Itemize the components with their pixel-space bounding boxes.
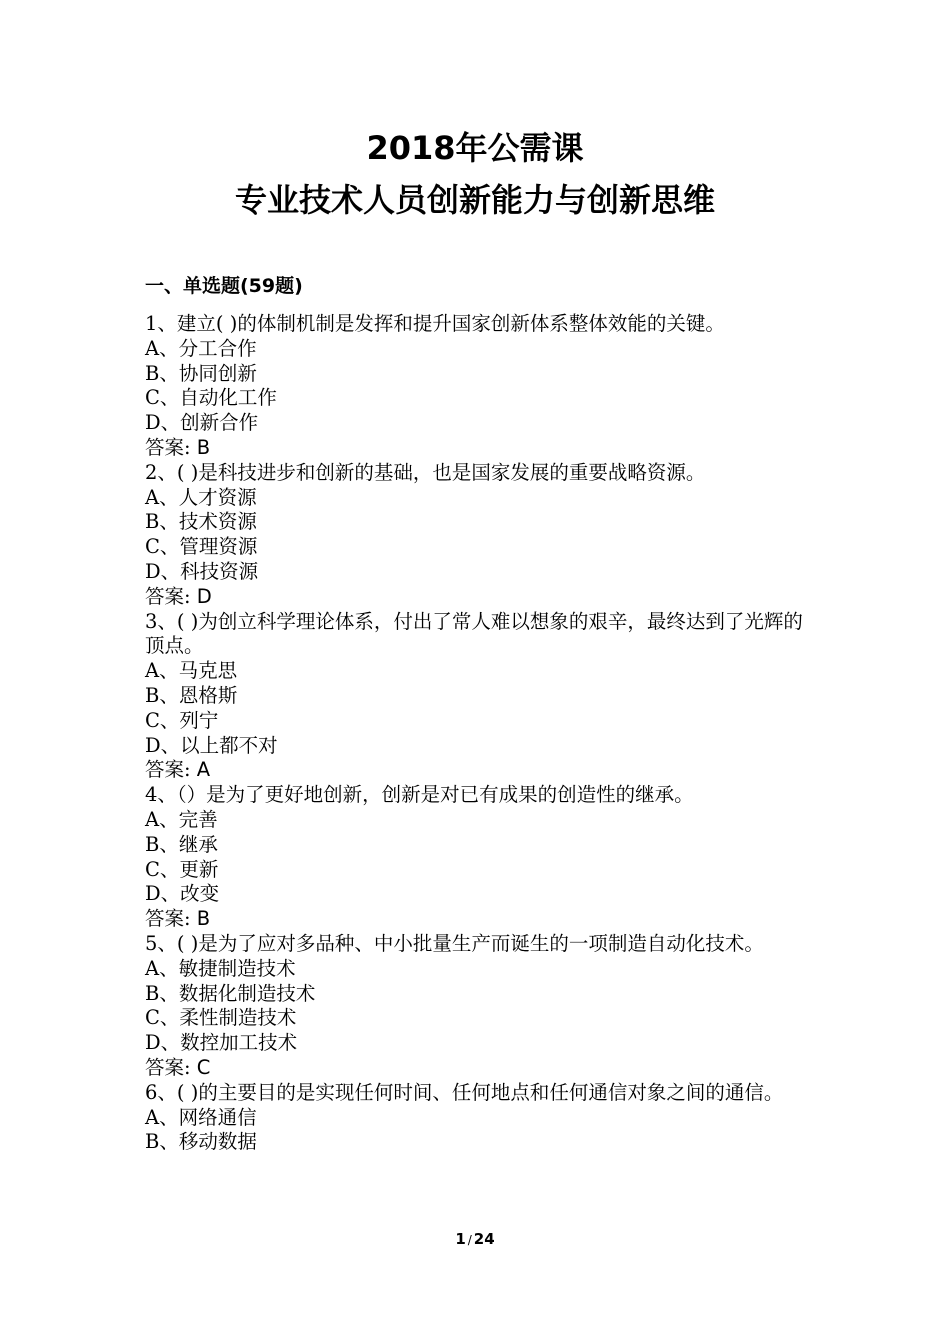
question-option: B、恩格斯 [145,683,238,707]
question-stem: 6、( )的主要目的是实现任何时间、任何地点和任何通信对象之间的通信。 [145,1080,784,1104]
question-option: D、数控加工技术 [145,1031,298,1055]
question-option: A、敏捷制造技术 [145,956,296,980]
question-answer [145,758,810,783]
answer-value: A [196,758,211,782]
question-answer [145,436,810,461]
question-option: D、以上都不对 [145,733,278,757]
question-option: B、移动数据 [145,1130,257,1154]
question-option: B、数据化制造技术 [145,981,316,1005]
answer-value: B [196,435,211,459]
question-answer [145,585,810,610]
answer-value: C [196,1055,211,1079]
question-option: B、继承 [145,832,218,856]
question-option: D、改变 [145,882,220,906]
question-option: A、分工合作 [145,336,257,360]
question-option: C、自动化工作 [145,386,277,410]
question-option: C、管理资源 [145,535,258,559]
page-total: 24 [473,1230,495,1248]
question-option: A、网络通信 [145,1105,257,1129]
question-option: C、更新 [145,857,219,881]
answer-value: D [196,584,212,608]
question-option: B、技术资源 [145,510,257,534]
question-option: D、创新合作 [145,411,259,435]
answer-label: 答案: [145,435,197,459]
answer-label: 答案: [145,584,197,608]
question-option: A、完善 [145,807,218,831]
question-answer [145,907,810,932]
question-option: A、人才资源 [145,485,257,509]
page-number [0,1229,950,1250]
page-current: 1 [455,1230,466,1248]
document-title-course: 专业技术人员创新能力与创新思维 [234,181,715,219]
section-heading-single-choice: 一、单选题(59题) [145,275,303,297]
question-option: A、马克思 [145,659,238,683]
question-option: B、协同创新 [145,361,257,385]
answer-value: B [196,907,211,931]
page-separator: / [467,1233,472,1247]
question-stem: 3、( )为创立科学理论体系，付出了常人难以想象的艰辛，最终达到了光辉的顶点。 [145,609,803,658]
question-stem: 5、( )是为了应对多品种、中小批量生产而诞生的一项制造自动化技术。 [145,931,764,955]
document-title-year: 2018年公需课 [366,129,584,167]
answer-label: 答案: [145,1055,197,1079]
question-option: C、柔性制造技术 [145,1006,297,1030]
answer-label: 答案: [145,907,197,931]
question-option: D、科技资源 [145,559,259,583]
question-list [145,312,810,1155]
question-stem: 2、( )是科技进步和创新的基础，也是国家发展的重要战略资源。 [145,460,706,484]
question-stem: 1、建立( )的体制机制是发挥和提升国家创新体系整体效能的关键。 [145,312,725,335]
question-option: C、列宁 [145,708,219,732]
answer-label: 答案: [145,758,197,782]
question-stem: 4、（）是为了更好地创新，创新是对已有成果的创造性的继承。 [145,783,694,807]
question-answer [145,1056,810,1081]
